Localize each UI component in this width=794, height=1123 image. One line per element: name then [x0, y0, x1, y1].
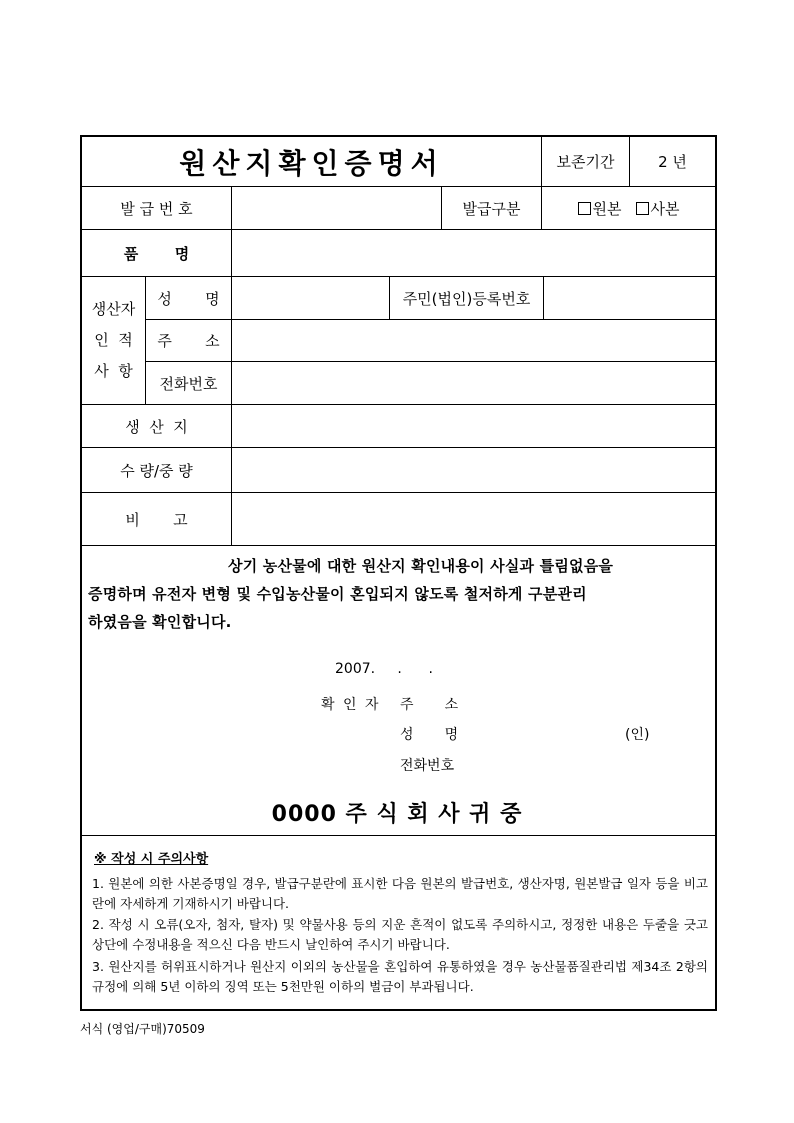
producer-group-line: 인 적	[94, 331, 133, 349]
row-divider	[80, 545, 717, 546]
notes-title: ※ 작성 시 주의사항	[94, 852, 209, 867]
confirmer-address-label: 주 소	[400, 697, 459, 713]
note-item: 2. 작성 시 오류(오자, 첨자, 탈자) 및 약물사용 등의 지운 흔적이 없도록 주의하시고, 정정한 내용은 두줄을 긋고 상단에 수정내용을 적으신 다음 반드시 날인하여 주시기 바랍니다.	[92, 917, 708, 952]
addressee: 0000 주 식 회 사 귀 중	[271, 802, 523, 827]
producer-group-line: 사 항	[94, 362, 133, 380]
original-checkbox[interactable]: 원본	[578, 198, 622, 219]
copy-checkbox[interactable]: 사본	[636, 198, 680, 219]
confirmer-phone-label: 전화번호	[400, 758, 455, 774]
producer-group-line: 생산자	[91, 300, 136, 318]
form-code: 서식 (영업/구매)70509	[80, 1022, 205, 1036]
row-divider	[80, 835, 717, 836]
producer-address-field[interactable]	[232, 320, 715, 361]
statement-line-1: 상기 농산물에 대한 원산지 확인내용이 사실과 틀림없음을	[228, 557, 614, 575]
quantity-weight-label: 수 량/중 량	[120, 461, 193, 480]
confirmer-label: 확 인 자	[321, 697, 381, 713]
issue-type-options	[542, 187, 715, 229]
producer-address-label: 주 소	[157, 332, 220, 350]
form-title: 원산지확인증명서	[179, 146, 444, 180]
quantity-weight-field[interactable]	[232, 448, 715, 492]
seal-mark: (인)	[625, 727, 650, 743]
product-name-field[interactable]	[232, 230, 715, 276]
issue-date: 2007. . .	[335, 661, 433, 677]
statement-line-3: 하였음을 확인합니다.	[88, 613, 232, 631]
note-item: 1. 원본에 의한 사본증명일 경우, 발급구분란에 표시한 다음 원본의 발급번호, 생산자명, 원본발급 일자 등을 비고란에 자세하게 기재하시기 바랍니다.	[92, 876, 708, 911]
issue-type-label: 발급구분	[462, 199, 521, 218]
origin-label: 생 산 지	[125, 417, 188, 436]
note-item: 3. 원산지를 허위표시하거나 원산지 이외의 농산물을 혼입하여 유통하였을 경우 농산물품질관리법 제34조 2항의 규정에 의해 5년 이하의 징역 또는 5천만원 이하의 벌금이 부과됩니다.	[92, 959, 708, 994]
confirmer-name-label: 성 명	[400, 727, 459, 743]
producer-name-field[interactable]	[232, 277, 389, 319]
registration-number-field[interactable]	[544, 277, 715, 319]
issue-number-field[interactable]	[232, 187, 441, 229]
registration-number-label: 주민(법인)등록번호	[402, 289, 531, 308]
remarks-field[interactable]	[232, 493, 715, 545]
issue-number-label: 발 급 번 호	[120, 199, 193, 218]
producer-info-group-label	[82, 277, 145, 404]
producer-phone-field[interactable]	[232, 362, 715, 404]
statement-line-2: 증명하며 유전자 변형 및 수입농산물이 혼입되지 않도록 철저하게 구분관리	[88, 585, 587, 603]
origin-field[interactable]	[232, 405, 715, 447]
retention-period-value: 2 년	[658, 153, 687, 171]
producer-name-label: 성 명	[157, 289, 220, 308]
producer-phone-label: 전화번호	[159, 374, 218, 393]
product-name-label: 품 명	[123, 244, 190, 263]
retention-period-label: 보존기간	[556, 153, 615, 171]
remarks-label: 비 고	[125, 510, 188, 529]
